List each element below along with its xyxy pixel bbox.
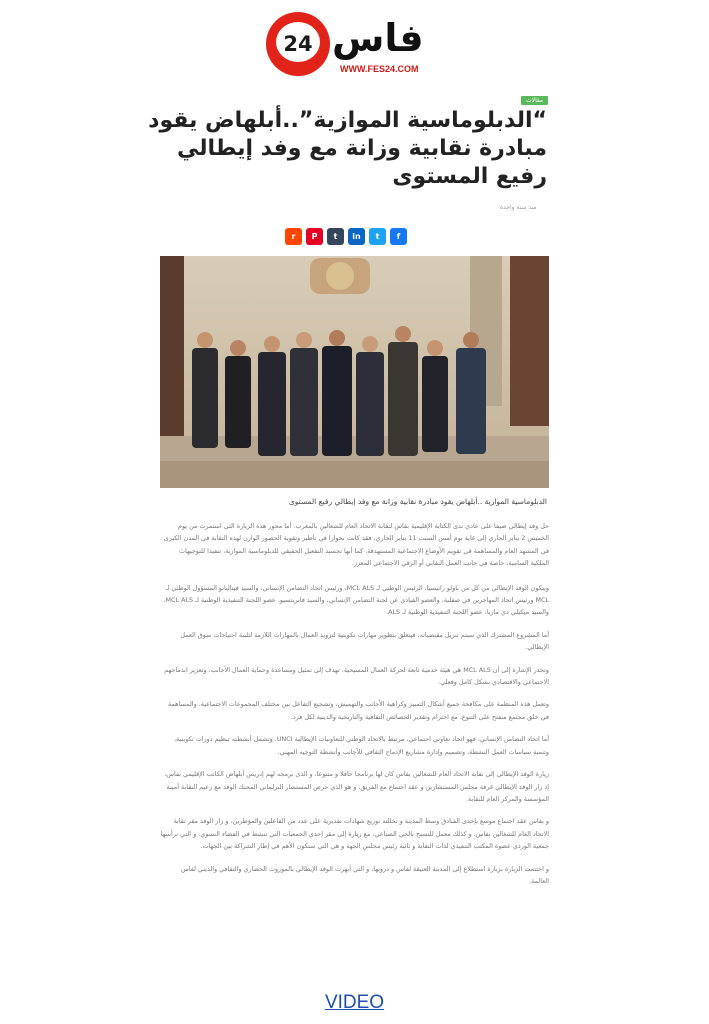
- video-link[interactable]: VIDEO: [324, 992, 385, 1013]
- group-photo-illustration: [160, 256, 549, 488]
- article-title: “الدبلوماسية الموازية”..أبلهاض يقود مبادرة نقابية وزانة مع وفد إيطالي رفيع المستوى: [148, 108, 547, 189]
- paragraph: وتجدر الإشارة إلى أن MCL ALS هي هيئة خدمية تابعة لحركة العمال المسيحية، تهدف إلى تمثيل ومساعدة وحماية العمال الأجانب، وتعزيز اندماجهم الاجتماعي والاقتصادي بشكل كامل وفعلي.: [164, 665, 549, 687]
- paragraph: وتعمل هذه المنظمة على مكافحة جميع أشكال التمييز وكراهية الأجانب والتهميش، وتشجيع التفاعل بين مختلف المجموعات الاجتماعية، والمساهمة في خلق مجتمع منفتح على التنوع، مع احترام وتقدير الخصائص الثقافية والتاريخية والدينية لكل فرد.: [168, 700, 549, 721]
- article-body: [160, 520, 549, 887]
- linkedin-share-icon[interactable]: in: [348, 228, 365, 245]
- twitter-share-icon[interactable]: t: [369, 228, 386, 245]
- paragraph: أما اتحاد التضامن الإنساني، فهو اتحاد تعاوني اجتماعي، مرتبط بالاتحاد الوطني للتعاونيات الإيطالية UNCI. وتشمل أنشطته تنظيم دورات تكوينية، وتنمية سياسات العمل النشطة، وتصميم وإدارة مشاريع الإدماج الثقافي للأجانب وأنشطة التوجيه المهني.: [173, 735, 549, 756]
- paragraph: و اختتمت الزيارة بزيارة استطلاع إلى المدينة العتيقة لفاس و دروبها، و التي أبهرت الوفد الإيطالي بالموروث الحضاري والثقافي والديني لفاس العالمة.: [180, 864, 549, 885]
- facebook-share-icon[interactable]: f: [390, 228, 407, 245]
- article-date: منذ سنة واحدة: [500, 204, 537, 211]
- site-logo[interactable]: [266, 10, 438, 82]
- paragraph: أما المشروع المشترك الذي سيتم تنزيل مقتضياته، فيتعلق بتطوير مهارات تكوينية لتزويد العمال بالمهارات اللازمة لتلبية احتياجات سوق العمل الإيطالي.: [180, 630, 549, 652]
- photo-caption: الدبلوماسية الموازية ..أبلهاض يقود مبادرة نقابية وزانة مع وفد إيطالي رفيع المستوى: [288, 497, 547, 506]
- logo-word: فاس: [332, 16, 424, 60]
- logo-url: WWW.FES24.COM: [340, 64, 419, 74]
- paragraph: زيارة الوفد الإيطالي إلى نقابة الاتحاد العام للشغالين بفاس كان لها برنامجا حافلا و متنوعا، و الذي برمجه لهم إدريس أبلهاض الكاتب الإقليمي بفاس، إذ زار الوفد الإيطالي غرفة مجلس المستشارين و عقد اجتماع مع الفريق، و هو الذي حرص المستشار البرلماني المحنك الوفد مع زعيم النقابة أمينة المؤسسة والمركز العام للنقابة.: [164, 770, 549, 803]
- logo-number: 24: [283, 32, 313, 56]
- share-buttons: [285, 228, 407, 245]
- reddit-share-icon[interactable]: r: [285, 228, 302, 245]
- tumblr-share-icon[interactable]: t: [327, 228, 344, 245]
- paragraph: حل وفد إيطالي ضيفا على عادي ندى الكتابة الإقليمية بفاس لنقابة الاتحاد العام للشغالين بالمغرب. أما محور هذه الزيارة التي استمرت من يوم الخميس 2 يناير الجاري إلى غاية يوم أمس السبت 11 يناير الجاري، فقد كانت بحوارا في تأطير وتقوية الحضور الوازن لهذه النقابة في المدن الكبرى في المشهد العام والمساهمة في تقويم الأوضاع الاجتماعية المستهدفة. كما أنها تجسيد التفعيل الحقيقي للدبلوماسية الموازية، تنفيذا للتوجيهات الملكية السامية، خاصة في جانب العمل النقابي أو الرقي الاجتماعي المعزز.: [163, 522, 549, 568]
- article-photo: [160, 256, 549, 488]
- paragraph: و بفاس عقد اجتماع موسع بإحدى الفنادق وسط المدينة و تخللته توزيع شهادات تقديرية على عدد من الفاعلين والمؤطرين، و زار الوفد مقر نقابة الاتحاد العام للشغالين بفاس، و كذلك معمل للنسيج بالحي الصناعي، مع زيارة إلى مقر إحدى الجمعيات التي تنشط في الفضاء النسوي، و التي ترأسها جمعية الوردي عضوة المكتب التنفيذي لذات النقابة و نائبة رئيس مجلس الجهة و هي التي ستكون الأهم في إطار الشراكة بين الجهات.: [160, 817, 549, 851]
- paragraph: ويتكون الوفد الإيطالي من كل من باولو رانيسيا، الرئيس الوطني لـ MCL ALS، ورئيس اتحاد التضامن الإنساني، والسيد فيتاليانو المسؤول الوطني لـ MCL ورئيس اتحاد المهاجرين في صقلية، والعضو القيادي عن لجنة التضامن الإنساني، والسيد فابريتسيو، عضو اللجنة التنفيذية الوطنية لـ MCL ALS، والسيد ميكيلي دي ماريا، عضو اللجنة التنفيذية الوطنية لـ ALS.: [163, 583, 549, 617]
- pinterest-share-icon[interactable]: P: [306, 228, 323, 245]
- category-badge[interactable]: مقالات: [521, 96, 548, 105]
